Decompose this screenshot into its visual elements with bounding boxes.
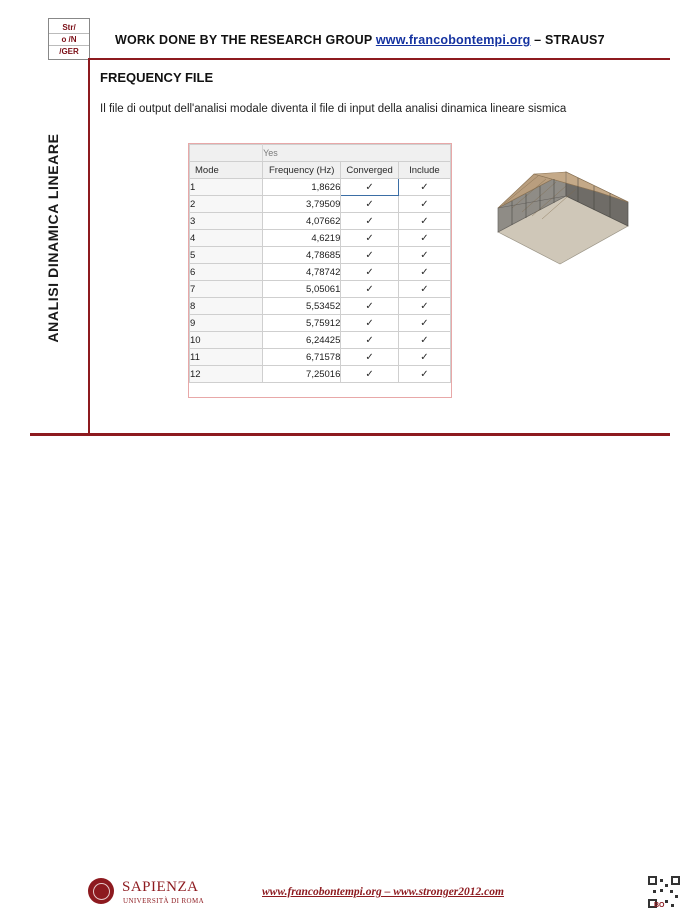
- sapienza-seal-icon: [88, 878, 114, 904]
- cell-mode: 8: [190, 298, 263, 315]
- table-row[interactable]: [190, 332, 451, 349]
- cell-converged[interactable]: ✓: [341, 349, 398, 366]
- footer: [30, 436, 670, 909]
- column-header-converged[interactable]: Converged: [341, 162, 398, 179]
- cell-converged[interactable]: ✓: [341, 230, 398, 247]
- table-row[interactable]: [190, 264, 451, 281]
- left-divider: [88, 58, 90, 433]
- group-blank-cell: [190, 145, 263, 162]
- header-divider: [88, 58, 670, 60]
- cell-mode: 1: [190, 179, 263, 196]
- cell-converged[interactable]: ✓: [341, 332, 398, 349]
- page-title: FREQUENCY FILE: [100, 70, 214, 85]
- cell-converged[interactable]: ✓: [341, 366, 398, 383]
- cell-frequency: 7,25016: [263, 366, 341, 383]
- cell-mode: 6: [190, 264, 263, 281]
- header-title: [115, 33, 605, 47]
- column-header-include[interactable]: Include: [398, 162, 450, 179]
- cell-include[interactable]: ✓: [398, 213, 450, 230]
- cell-include[interactable]: ✓: [398, 298, 450, 315]
- cell-include[interactable]: ✓: [398, 332, 450, 349]
- header-website-link[interactable]: www.francobontempi.org: [375, 33, 531, 47]
- header-title-prefix: WORK DONE BY THE RESEARCH GROUP: [115, 33, 373, 47]
- cell-frequency: 4,78685: [263, 247, 341, 264]
- cell-include[interactable]: ✓: [398, 196, 450, 213]
- logo-line-1: Str/: [49, 22, 89, 34]
- table-row[interactable]: [190, 213, 451, 230]
- footer-links[interactable]: www.francobontempi.org – www.stronger2012.com: [262, 886, 504, 898]
- cell-include[interactable]: ✓: [398, 230, 450, 247]
- cell-converged[interactable]: ✓: [341, 247, 398, 264]
- institution-name: SAPIENZA: [122, 879, 199, 895]
- cell-include[interactable]: ✓: [398, 281, 450, 298]
- cell-frequency: 1,8626: [263, 179, 341, 196]
- table-group-row: [190, 145, 451, 162]
- logo-line-3: /GER: [59, 46, 79, 56]
- cell-include[interactable]: ✓: [398, 247, 450, 264]
- cell-frequency: 5,05061: [263, 281, 341, 298]
- cell-include[interactable]: ✓: [398, 315, 450, 332]
- cell-converged[interactable]: ✓: [341, 264, 398, 281]
- table-row[interactable]: [190, 196, 451, 213]
- cell-mode: 2: [190, 196, 263, 213]
- structural-model-image: [482, 146, 642, 266]
- cell-mode: 7: [190, 281, 263, 298]
- cell-mode: 4: [190, 230, 263, 247]
- table-row[interactable]: [190, 179, 451, 196]
- cell-frequency: 4,6219: [263, 230, 341, 247]
- cell-frequency: 6,71578: [263, 349, 341, 366]
- cell-mode: 3: [190, 213, 263, 230]
- cell-include[interactable]: ✓: [398, 349, 450, 366]
- table-row[interactable]: [190, 349, 451, 366]
- page-subtitle: Il file di output dell'analisi modale diventa il file di input della analisi dinamica lineare sismica: [100, 103, 567, 115]
- cell-converged[interactable]: ✓: [341, 196, 398, 213]
- institution-subtitle: UNIVERSITÀ DI ROMA: [123, 897, 205, 905]
- group-logo: [48, 18, 90, 60]
- cell-include[interactable]: ✓: [398, 264, 450, 281]
- cell-include[interactable]: ✓: [398, 366, 450, 383]
- table-header-row: [190, 162, 451, 179]
- cell-converged[interactable]: ✓: [341, 315, 398, 332]
- header-title-suffix: – STRAUS7: [534, 33, 605, 47]
- cell-converged[interactable]: ✓: [341, 213, 398, 230]
- cell-frequency: 4,07662: [263, 213, 341, 230]
- group-label-cell: Yes: [263, 145, 451, 162]
- cell-frequency: 3,79509: [263, 196, 341, 213]
- table-row[interactable]: [190, 298, 451, 315]
- cell-frequency: 5,75912: [263, 315, 341, 332]
- column-header-frequency[interactable]: Frequency (Hz): [263, 162, 341, 179]
- cell-mode: 9: [190, 315, 263, 332]
- cell-frequency: 5,53452: [263, 298, 341, 315]
- frequency-table-panel: [188, 143, 452, 398]
- column-header-mode[interactable]: Mode: [190, 162, 263, 179]
- table-row[interactable]: [190, 281, 451, 298]
- cell-mode: 12: [190, 366, 263, 383]
- frequency-table: [189, 144, 451, 383]
- cell-frequency: 6,24425: [263, 332, 341, 349]
- cell-mode: 5: [190, 247, 263, 264]
- table-row[interactable]: [190, 230, 451, 247]
- table-row[interactable]: [190, 366, 451, 383]
- cell-mode: 11: [190, 349, 263, 366]
- model-svg: [482, 146, 642, 266]
- cell-include[interactable]: ✓: [398, 179, 450, 196]
- qr-label: BO: [654, 902, 665, 909]
- table-row[interactable]: [190, 247, 451, 264]
- logo-line-2: o /N: [49, 34, 89, 46]
- cell-converged[interactable]: ✓: [341, 281, 398, 298]
- section-side-label: ANALISI DINAMICA LINEARE: [45, 133, 61, 343]
- table-row[interactable]: [190, 315, 451, 332]
- cell-mode: 10: [190, 332, 263, 349]
- cell-converged[interactable]: ✓: [341, 179, 398, 196]
- cell-frequency: 4,78742: [263, 264, 341, 281]
- cell-converged[interactable]: ✓: [341, 298, 398, 315]
